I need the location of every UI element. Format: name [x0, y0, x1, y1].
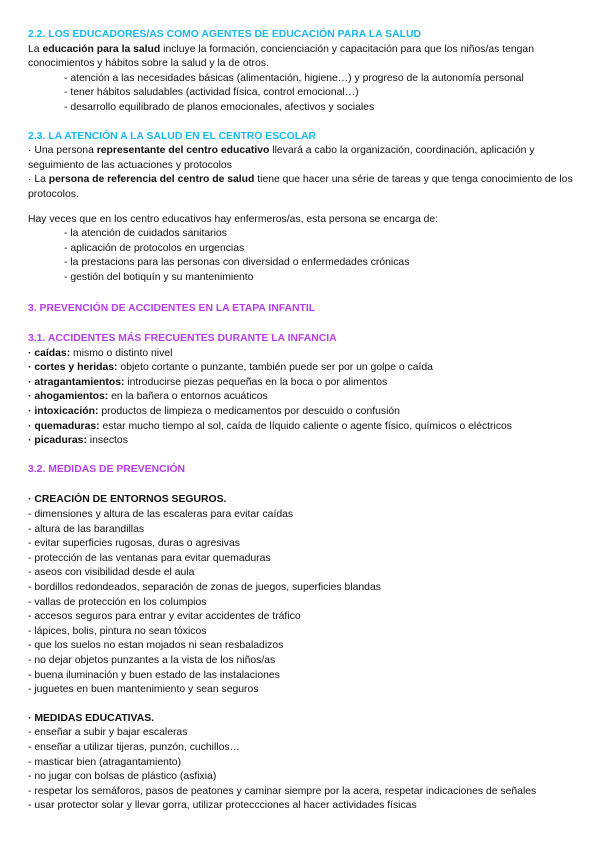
subheading-educativas-text: · MEDIDAS EDUCATIVAS.	[28, 712, 155, 724]
list-item: - juguetes en buen mantenimiento y sean seguros	[28, 684, 259, 696]
list-item: - tener hábitos saludables (actividad física, control emocional…)	[64, 87, 359, 99]
list-item: - desarrollo equilibrado de planos emocionales, afectivos y sociales	[64, 101, 375, 113]
accident-desc: en la bañera o entornos acuáticos	[108, 391, 268, 403]
accident-desc: objeto cortante o punzante, también puede ser por un golpe o caída	[117, 362, 433, 374]
list-item: - que los suelos no estan mojados ni sean resbaladizos	[28, 640, 284, 652]
list-item: - enseñar a subir y bajar escaleras	[28, 727, 188, 739]
accident-desc: introducirse piezas pequeñas en la boca o por alimentos	[124, 376, 388, 388]
paragraph-enfermeros: Hay veces que en los centro educativos hay enfermeros/as, esta persona se encarga de:	[28, 213, 439, 225]
list-item: - altura de las barandillas	[28, 523, 145, 535]
section-heading-2-2: 2.2. LOS EDUCADORES/AS COMO AGENTES DE EDUCACIÓN PARA LA SALUD	[28, 29, 421, 40]
subheading-entornos	[28, 493, 584, 508]
accident-item: · caídas: mismo o distinto nivel	[28, 347, 173, 359]
accident-item: · picaduras: insectos	[28, 435, 128, 447]
paragraph-referencia	[28, 173, 584, 202]
accident-desc: mismo o distinto nivel	[70, 347, 173, 359]
accident-item: · quemaduras: estar mucho tiempo al sol, caída de líquido caliente o agente físico, químicos o eléctricos	[28, 420, 512, 432]
subheading-educativas	[28, 712, 584, 727]
list-item: - la atención de cuidados sanitarios	[64, 228, 227, 240]
list-item: - no jugar con bolsas de plástico (asfixia)	[28, 771, 217, 783]
accident-term: atragantamientos:	[34, 376, 125, 388]
paragraph-representante	[28, 144, 584, 173]
p1-text-c: llevará a cabo la organización, coordinación, aplicación y seguimiento de las actuaciones y protocolos	[28, 145, 535, 171]
accident-term: caídas:	[34, 347, 71, 359]
p2-text-a: · La	[28, 174, 49, 186]
list-item: - gestión del botiquín y su mantenimiento	[64, 271, 254, 283]
accident-term: ahogamientos:	[34, 391, 109, 403]
accident-term: picaduras:	[34, 435, 87, 447]
subheading-entornos-text: · CREACIÓN DE ENTORNOS SEGUROS.	[28, 494, 227, 506]
list-item: - lápices, bolis, pintura no sean tóxicos	[28, 625, 207, 637]
accident-item: · atragantamientos: introducirse piezas pequeñas en la boca o por alimentos	[28, 376, 388, 388]
accident-desc: insectos	[86, 435, 128, 447]
intro-text-c: incluye la formación, concienciación y capacitación para que los niños/as tengan conocimientos y hábitos sobre la salud y la de otros.	[28, 43, 534, 70]
accident-item: · ahogamientos: en la bañera o entornos acuáticos	[28, 391, 268, 403]
accident-term: intoxicación:	[34, 406, 99, 418]
list-item: - buena iluminación y buen estado de las instalaciones	[28, 669, 280, 681]
accident-item: · cortes y heridas: objeto cortante o punzante, también puede ser por un golpe o caída	[28, 362, 433, 374]
list-item: - dimensiones y altura de las escaleras para evitar caídas	[28, 509, 294, 521]
p1-text-bold: representante del centro educativo	[96, 145, 270, 157]
intro-text-a: La	[28, 43, 43, 55]
document-page	[28, 28, 584, 814]
accident-term: quemaduras:	[34, 420, 100, 432]
accident-term: cortes y heridas:	[34, 362, 118, 374]
list-item: - enseñar a utilizar tijeras, punzón, cuchillos…	[28, 741, 240, 753]
intro-text-bold: educación para la salud	[42, 43, 161, 55]
section-heading-2-3: 2.3. LA ATENCIÓN A LA SALUD EN EL CENTRO ESCOLAR	[28, 130, 317, 142]
list-item: - evitar superficies rugosas, duras o agresivas	[28, 538, 240, 550]
accident-item: · intoxicación: productos de limpieza o medicamentos por descuido o confusión	[28, 406, 400, 418]
list-item: - accesos seguros para entrar y evitar accidentes de tráfico	[28, 611, 301, 623]
list-item: - protección de las ventanas para evitar quemaduras	[28, 552, 271, 564]
section-heading-3-2: 3.2. MEDIDAS DE PREVENCIÓN	[28, 463, 186, 475]
p2-text-bold: persona de referencia del centro de salud	[48, 174, 255, 186]
p2-text-c: tiene que hacer una série de tareas y que tenga conocimiento de los protocolos.	[28, 174, 573, 200]
section-heading-3: 3. PREVENCIÓN DE ACCIDENTES EN LA ETAPA INFANTIL	[28, 302, 316, 314]
paragraph-intro	[28, 43, 584, 72]
accident-desc: estar mucho tiempo al sol, caída de líquido caliente o agente físico, químicos o eléctricos	[99, 420, 512, 432]
list-item: - aplicación de protocolos en urgencias	[64, 242, 245, 254]
list-item: - no dejar objetos punzantes a la vista de los niños/as	[28, 654, 276, 666]
list-item: - usar protector solar y llevar gorra, utilizar proteccciones al hacer actividades físicas	[28, 800, 417, 812]
list-item: - la prestacions para las personas con diversidad o enfermedades crónicas	[64, 257, 410, 269]
list-item: - atención a las necesidades básicas (alimentación, higiene…) y progreso de la autonomía personal	[64, 72, 524, 84]
list-item: - masticar bien (atragantamiento)	[28, 756, 182, 768]
list-item: - respetar los semáforos, pasos de peatones y caminar siempre por la acera, respetar indicaciones de señales	[28, 785, 537, 797]
list-item: - aseos con visibilidad desde el aula	[28, 567, 195, 579]
p1-text-a: · Una persona	[28, 145, 97, 157]
accident-desc: productos de limpieza o medicamentos por descuido o confusión	[98, 406, 400, 418]
list-item: - bordillos redondeados, separación de zonas de juegos, superficies blandas	[28, 582, 381, 593]
section-heading-3-1: 3.1. ACCIDENTES MÁS FRECUENTES DURANTE LA INFANCIA	[28, 333, 337, 345]
list-item: - vallas de protección en los columpios	[28, 596, 207, 608]
